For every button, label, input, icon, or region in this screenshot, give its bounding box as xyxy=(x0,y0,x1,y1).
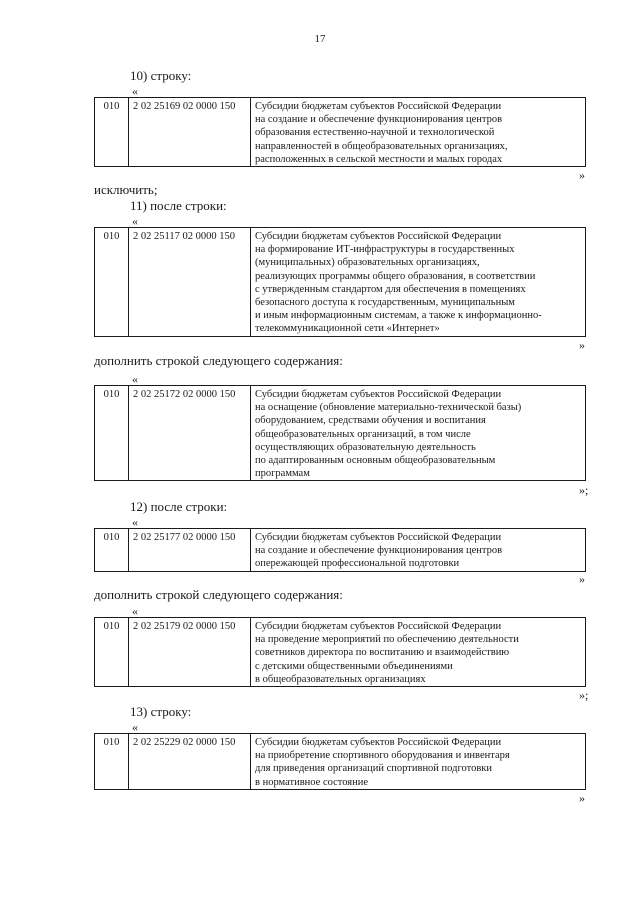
description-line: направленностей в общеобразовательных организациях, xyxy=(255,140,508,152)
table-row xyxy=(95,386,586,481)
instruction-text: дополнить строкой следующего содержания: xyxy=(94,353,343,368)
description-line: на создание и обеспечение функционирования центров xyxy=(255,545,503,557)
description-line: общеобразовательных организаций, в том числе xyxy=(255,428,471,440)
amendment-table xyxy=(94,528,586,572)
item-heading: 13) строку: xyxy=(130,704,192,719)
opening-quote: « xyxy=(132,214,138,228)
item-heading: 12) после строки: xyxy=(130,499,228,514)
table-row xyxy=(95,228,586,337)
opening-quote: « xyxy=(132,720,138,734)
kbk-code-cell: 2 02 25179 02 0000 150 xyxy=(129,618,251,687)
description-cell xyxy=(251,98,586,167)
description-cell xyxy=(251,228,586,337)
description-line: Субсидии бюджетам субъектов Российской Федерации xyxy=(255,101,502,112)
description-line: опережающей профессиональной подготовки xyxy=(255,558,460,570)
description-line: для приведения организаций спортивной подготовки xyxy=(255,763,492,775)
row-code-cell: 010 xyxy=(95,618,129,687)
description-line: оборудованием, средствами обучения и воспитания xyxy=(255,415,486,427)
description-line: безопасного доступа к государственным, муниципальным xyxy=(255,297,515,309)
description-line: Субсидии бюджетам субъектов Российской Федерации xyxy=(255,532,502,543)
description-cell xyxy=(251,529,586,572)
row-code-cell: 010 xyxy=(95,228,129,337)
table-row xyxy=(95,618,586,687)
description-line: образования естественно-научной и технологической xyxy=(255,127,495,139)
closing-quote: » xyxy=(579,168,585,182)
description-cell xyxy=(251,618,586,687)
description-line: расположенных в сельской местности и малых городах xyxy=(255,153,503,165)
amendment-table xyxy=(94,733,586,790)
description-line: по адаптированным основным общеобразовательным xyxy=(255,455,496,467)
row-code-cell: 010 xyxy=(95,98,129,167)
description-line: на проведение мероприятий по обеспечению деятельности xyxy=(255,634,519,646)
page-number: 17 xyxy=(314,33,326,45)
row-code-cell: 010 xyxy=(95,386,129,481)
amendment-table xyxy=(94,385,586,481)
amendment-table xyxy=(94,227,586,337)
item-heading: 10) строку: xyxy=(130,68,192,83)
kbk-code-cell: 2 02 25177 02 0000 150 xyxy=(129,529,251,572)
description-line: на приобретение спортивного оборудования и инвентаря xyxy=(255,750,510,762)
description-line: в общеобразовательных организациях xyxy=(255,673,426,685)
description-cell xyxy=(251,386,586,481)
description-line: телекоммуникационной сети «Интернет» xyxy=(255,323,440,335)
opening-quote: « xyxy=(132,515,138,529)
description-line: с детскими общественными объединениями xyxy=(255,660,453,672)
description-line: и иным информационным системам, а также к информационно- xyxy=(255,310,542,322)
instruction-text: дополнить строкой следующего содержания: xyxy=(94,587,343,602)
description-line: осуществляющих образовательную деятельность xyxy=(255,441,476,453)
kbk-code-cell: 2 02 25117 02 0000 150 xyxy=(129,228,251,337)
description-line: Субсидии бюджетам субъектов Российской Федерации xyxy=(255,621,502,632)
description-line: с утвержденным стандартом для обеспечения в помещениях xyxy=(255,283,526,295)
table-row xyxy=(95,529,586,572)
closing-quote: » xyxy=(579,338,585,352)
description-cell xyxy=(251,734,586,790)
description-line: в нормативное состояние xyxy=(255,776,369,788)
amendment-table xyxy=(94,617,586,687)
row-code-cell: 010 xyxy=(95,529,129,572)
opening-quote: « xyxy=(132,84,138,98)
row-code-cell: 010 xyxy=(95,734,129,790)
opening-quote: « xyxy=(132,372,138,386)
kbk-code-cell: 2 02 25172 02 0000 150 xyxy=(129,386,251,481)
description-line: на формирование ИТ-инфраструктуры в государственных xyxy=(255,244,515,256)
closing-quote: »; xyxy=(579,483,589,497)
description-line: советников директора по воспитанию и взаимодействию xyxy=(255,647,510,659)
table-row xyxy=(95,734,586,790)
description-line: на создание и обеспечение функционирования центров xyxy=(255,114,503,126)
kbk-code-cell: 2 02 25169 02 0000 150 xyxy=(129,98,251,167)
item-heading: 11) после строки: xyxy=(130,198,227,213)
description-line: на оснащение (обновление материально-технической базы) xyxy=(255,402,522,414)
description-line: Субсидии бюджетам субъектов Российской Федерации xyxy=(255,231,502,242)
description-line: Субсидии бюджетам субъектов Российской Федерации xyxy=(255,389,502,400)
description-line: программам xyxy=(255,468,310,480)
description-line: реализующих программы общего образования, в соответствии xyxy=(255,270,536,282)
instruction-text: исключить; xyxy=(94,182,158,197)
table-row xyxy=(95,98,586,167)
closing-quote: »; xyxy=(579,688,589,702)
kbk-code-cell: 2 02 25229 02 0000 150 xyxy=(129,734,251,790)
opening-quote: « xyxy=(132,604,138,618)
description-line: Субсидии бюджетам субъектов Российской Федерации xyxy=(255,737,502,748)
amendment-table xyxy=(94,97,586,167)
closing-quote: » xyxy=(579,791,585,805)
closing-quote: » xyxy=(579,572,585,586)
description-line: (муниципальных) образовательных организациях, xyxy=(255,257,480,269)
